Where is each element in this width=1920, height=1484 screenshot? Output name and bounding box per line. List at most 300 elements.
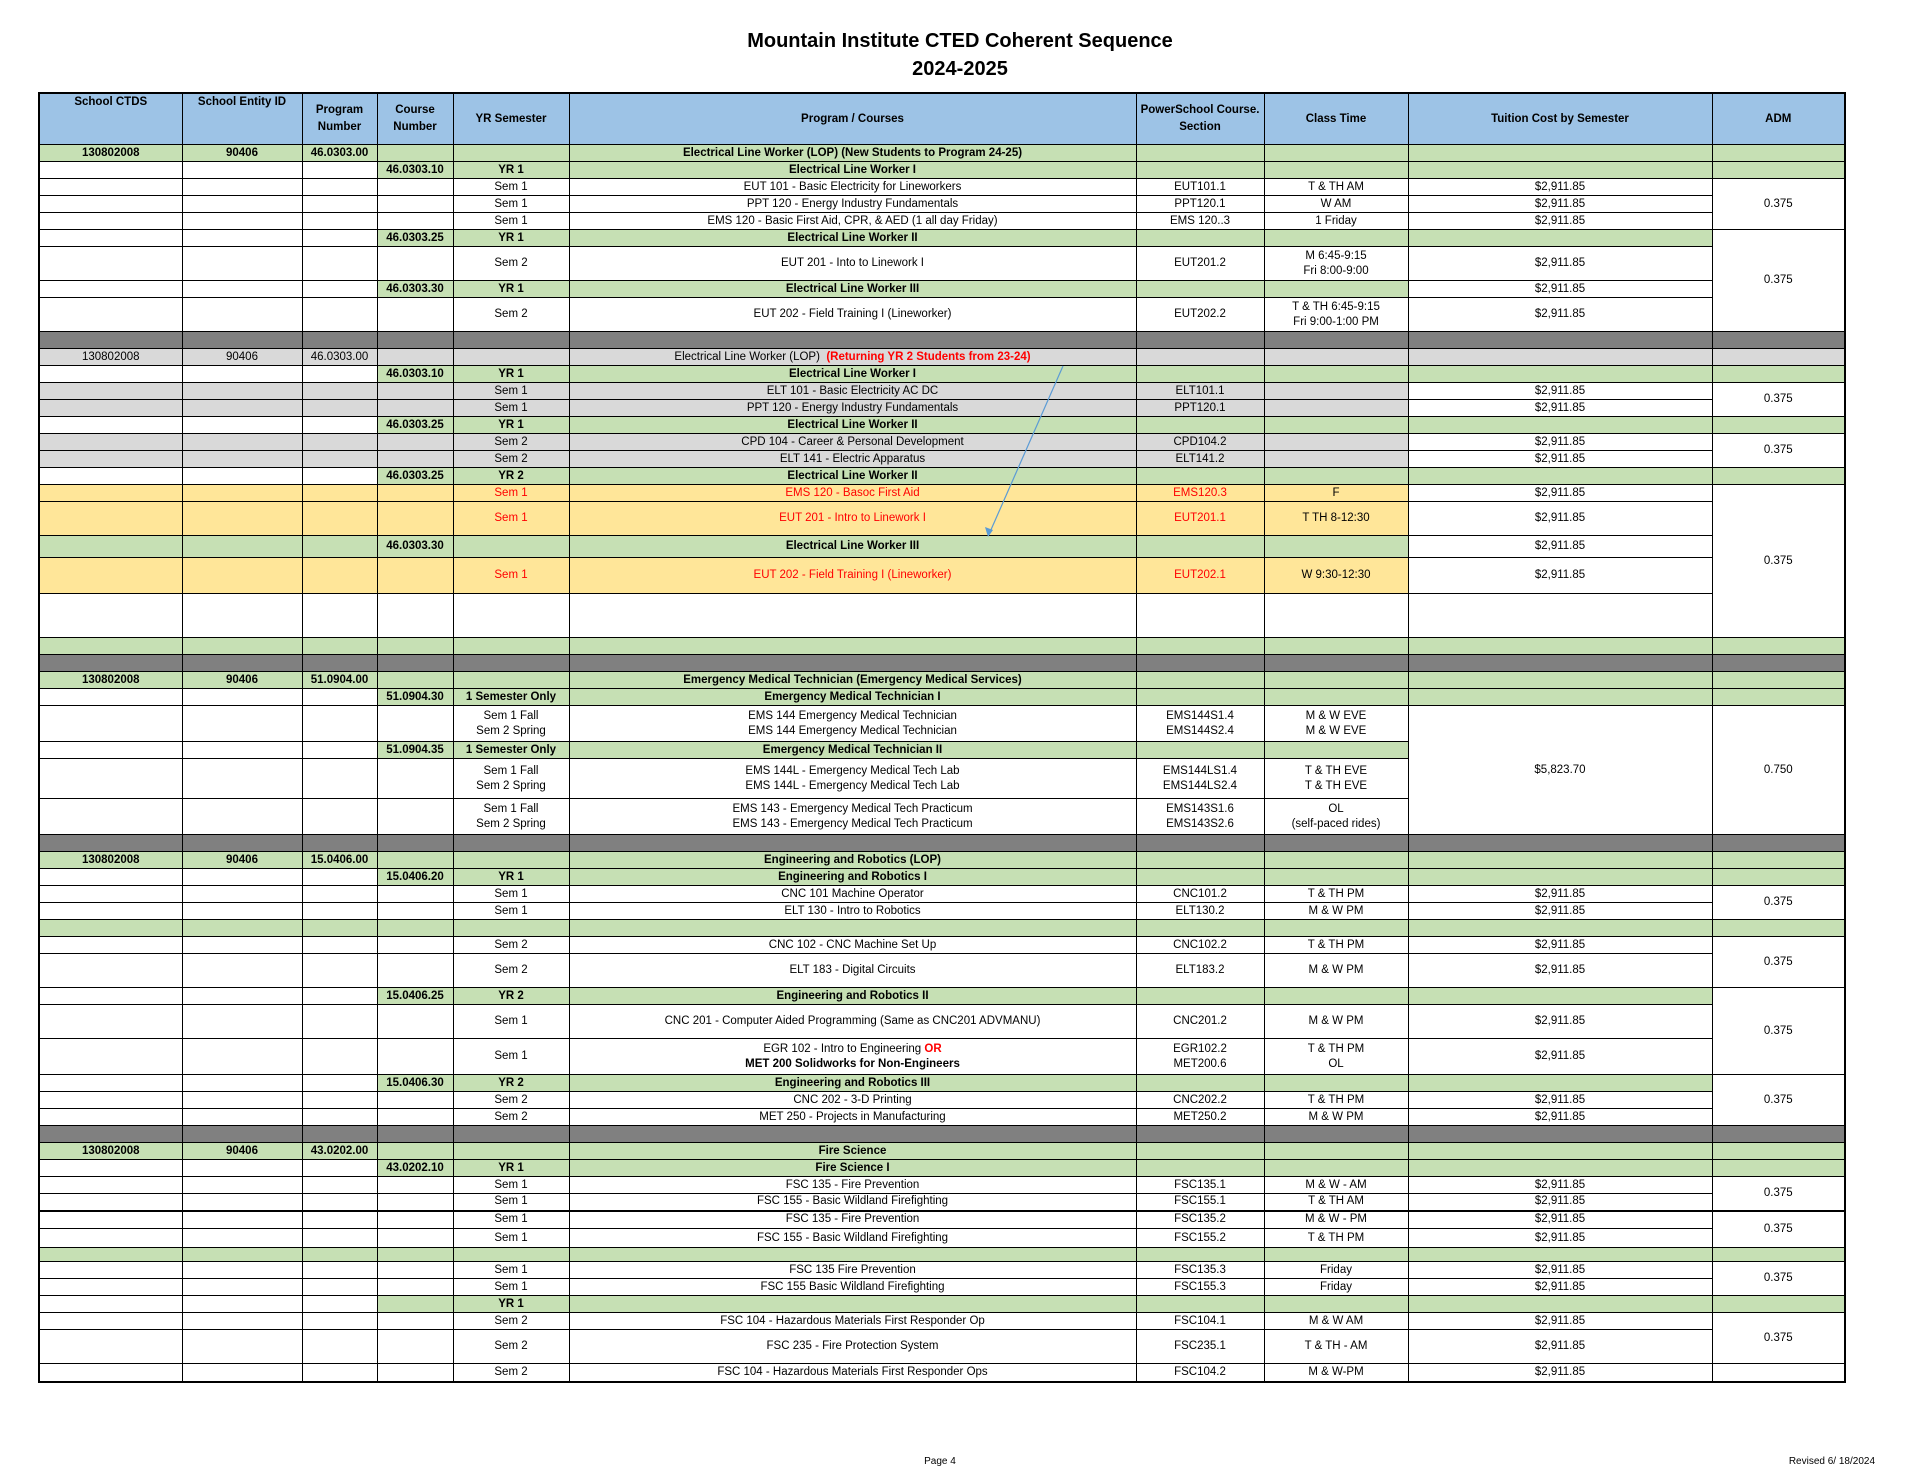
class-time: M & W PM [1264,903,1408,920]
block-title: Emergency Medical Technician I [569,689,1136,706]
course-number: 51.0904.30 [377,689,453,706]
class-time: T & TH PM [1264,886,1408,903]
course-block-row [39,988,1845,1005]
course-block-row [39,281,1845,298]
class-time: T & TH 6:45-9:15 Fri 9:00-1:00 PM [1264,298,1408,332]
program-note: (Returning YR 2 Students from 23-24) [826,350,1031,363]
adm-value: 0.375 [1712,1177,1845,1211]
semester: Sem 1 [453,400,569,417]
semester: Sem 1 [453,1211,569,1229]
powerschool-section: CPD104.2 [1136,434,1264,451]
adm-value: 0.375 [1712,179,1845,230]
header-adm: ADM [1712,93,1845,145]
block-title: Engineering and Robotics I [569,869,1136,886]
yr-semester: YR 1 [453,230,569,247]
tuition-cost: $2,911.85 [1408,434,1712,451]
block-title: Electrical Line Worker III [569,536,1136,558]
course-block-row [39,366,1845,383]
semester: Sem 2 [453,451,569,468]
block-title: Fire Science I [569,1160,1136,1177]
tuition-cost: $2,911.85 [1408,502,1712,536]
semester: Sem 2 [453,298,569,332]
yr-semester: YR 1 [453,417,569,434]
powerschool-section: ELT101.1 [1136,383,1264,400]
semester: Sem 2 [453,434,569,451]
course-title: EMS 144 Emergency Medical Technician EMS 144 Emergency Medical Technician [569,706,1136,742]
course-title: FSC 155 Basic Wildland Firefighting [569,1279,1136,1296]
table-row [39,1313,1845,1330]
table-row [39,1039,1845,1075]
powerschool-section: EUT201.1 [1136,502,1264,536]
class-time: T TH 8-12:30 [1264,502,1408,536]
semester: Sem 1 [453,1177,569,1194]
semester: Sem 2 [453,1092,569,1109]
separator-row [39,655,1845,672]
class-time: T & TH - AM [1264,1330,1408,1364]
tuition-cost: $2,911.85 [1408,1279,1712,1296]
adm-value: 0.375 [1712,1262,1845,1296]
class-time: OL (self-paced rides) [1264,799,1408,835]
course-number: 46.0303.10 [377,162,453,179]
program-number: 46.0303.00 [302,349,377,366]
powerschool-section: ELT141.2 [1136,451,1264,468]
semester: Sem 1 [453,558,569,594]
program-number: 46.0303.00 [302,145,377,162]
yr-semester: YR 2 [453,988,569,1005]
program-name: Electrical Line Worker (LOP) (Returning YR 2 Students from 23-24) [569,349,1136,366]
blank-row [39,920,1845,937]
table-row [39,1177,1845,1194]
course-block-row [39,162,1845,179]
semester: Sem 2 [453,1313,569,1330]
course-title: EUT 202 - Field Training I (Lineworker) [569,558,1136,594]
tuition-cost: $2,911.85 [1408,1262,1712,1279]
powerschool-section: PPT120.1 [1136,400,1264,417]
course-title: EUT 201 - Intro to Linework I [569,502,1136,536]
course-title: FSC 135 Fire Prevention [569,1262,1136,1279]
course-title: CPD 104 - Career & Personal Development [569,434,1136,451]
yr-semester: YR 1 [453,1160,569,1177]
class-time: M & W EVE M & W EVE [1264,706,1408,742]
revised-date: Revised 6/ 18/2024 [1788,1456,1875,1467]
adm-value: 0.375 [1712,886,1845,920]
tuition-cost: $2,911.85 [1408,1211,1712,1229]
tuition-cost: $2,911.85 [1408,485,1712,502]
table-row [39,400,1845,417]
tuition-cost: $2,911.85 [1408,196,1712,213]
separator-row [39,1126,1845,1143]
powerschool-section: CNC201.2 [1136,1005,1264,1039]
table-row [39,434,1845,451]
yr-semester: 1 Semester Only [453,689,569,706]
yr-semester: 1 Semester Only [453,742,569,759]
school-entity-id: 90406 [182,672,302,689]
course-title: FSC 235 - Fire Protection System [569,1330,1136,1364]
program-name: Fire Science [569,1143,1136,1160]
semester: Sem 1 Fall Sem 2 Spring [453,759,569,799]
course-block-row [39,468,1845,485]
table-row [39,1092,1845,1109]
table-row [39,937,1845,954]
adm-value: 0.375 [1712,230,1845,332]
powerschool-section: EUT202.1 [1136,558,1264,594]
powerschool-section: FSC155.3 [1136,1279,1264,1296]
tuition-cost: $2,911.85 [1408,558,1712,594]
powerschool-section: EMS144LS1.4 EMS144LS2.4 [1136,759,1264,799]
powerschool-section: FSC104.1 [1136,1313,1264,1330]
semester: Sem 2 [453,937,569,954]
table-row [39,1279,1845,1296]
tuition-cost: $2,911.85 [1408,1039,1712,1075]
course-block-row [39,689,1845,706]
tuition-cost: $2,911.85 [1408,1092,1712,1109]
tuition-cost: $2,911.85 [1408,1330,1712,1364]
powerschool-section: EUT202.2 [1136,298,1264,332]
semester: Sem 1 [453,485,569,502]
semester: Sem 1 [453,1194,569,1211]
adm-value: 0.375 [1712,1313,1845,1364]
tuition-cost: $2,911.85 [1408,1229,1712,1248]
program-row [39,145,1845,162]
program-name: Electrical Line Worker (LOP) (New Students to Program 24-25) [569,145,1136,162]
class-time: 1 Friday [1264,213,1408,230]
block-title: Electrical Line Worker II [569,230,1136,247]
tuition-cost: $2,911.85 [1408,1005,1712,1039]
powerschool-section: FSC135.1 [1136,1177,1264,1194]
yr-semester: YR 1 [453,366,569,383]
school-entity-id: 90406 [182,145,302,162]
powerschool-section: EMS144S1.4 EMS144S2.4 [1136,706,1264,742]
table-row [39,954,1845,988]
program-row [39,349,1845,366]
adm-value: 0.375 [1712,937,1845,988]
powerschool-section: FSC235.1 [1136,1330,1264,1364]
semester: Sem 1 [453,213,569,230]
powerschool-section: CNC102.2 [1136,937,1264,954]
tuition-cost: $2,911.85 [1408,400,1712,417]
course-title: CNC 102 - CNC Machine Set Up [569,937,1136,954]
class-time: F [1264,485,1408,502]
block-title: Engineering and Robotics II [569,988,1136,1005]
class-time: M & W AM [1264,1313,1408,1330]
course-number: 15.0406.25 [377,988,453,1005]
class-time: T & TH PM OL [1264,1039,1408,1075]
table-row [39,1005,1845,1039]
adm-value: 0.375 [1712,1211,1845,1248]
program-number: 43.0202.00 [302,1143,377,1160]
tuition-cost: $2,911.85 [1408,536,1712,558]
program-number: 15.0406.00 [302,852,377,869]
course-title: ELT 130 - Intro to Robotics [569,903,1136,920]
yr-semester: YR 1 [453,869,569,886]
tuition-cost: $2,911.85 [1408,1194,1712,1211]
course-block-row [39,1160,1845,1177]
class-time: W 9:30-12:30 [1264,558,1408,594]
blank-row [39,594,1845,638]
school-entity-id: 90406 [182,852,302,869]
class-time: Friday [1264,1279,1408,1296]
semester: Sem 2 [453,1330,569,1364]
course-number: 46.0303.25 [377,230,453,247]
table-row [39,1194,1845,1211]
table-row [39,1364,1845,1382]
adm-value: 0.375 [1712,434,1845,468]
powerschool-section: PPT120.1 [1136,196,1264,213]
table-row [39,451,1845,468]
course-number: 15.0406.20 [377,869,453,886]
table-row [39,1262,1845,1279]
school-ctds: 130802008 [39,852,182,869]
semester: Sem 1 [453,1279,569,1296]
yr-semester: YR 1 [453,281,569,298]
course-title: ELT 101 - Basic Electricity AC DC [569,383,1136,400]
header-yr-semester: YR Semester [453,93,569,145]
course-title: EMS 120 - Basoc First Aid [569,485,1136,502]
header-powerschool-section: PowerSchool Course. Section [1136,93,1264,145]
class-time: T & TH AM [1264,1194,1408,1211]
powerschool-section: EMS143S1.6 EMS143S2.6 [1136,799,1264,835]
powerschool-section: EGR102.2 MET200.6 [1136,1039,1264,1075]
powerschool-section: ELT183.2 [1136,954,1264,988]
semester: Sem 1 [453,196,569,213]
course-title: EMS 120 - Basic First Aid, CPR, & AED (1 all day Friday) [569,213,1136,230]
yr-semester: YR 2 [453,468,569,485]
semester: Sem 2 [453,247,569,281]
adm-value: 0.375 [1712,383,1845,417]
class-time: T & TH AM [1264,179,1408,196]
course-title: FSC 104 - Hazardous Materials First Responder Op [569,1313,1136,1330]
tuition-cost: $2,911.85 [1408,937,1712,954]
yr-semester: YR 1 [453,1296,569,1313]
adm-value: 0.750 [1712,706,1845,835]
table-row [39,247,1845,281]
powerschool-section: FSC135.2 [1136,1211,1264,1229]
semester: Sem 1 [453,179,569,196]
block-title: Electrical Line Worker III [569,281,1136,298]
powerschool-section: FSC155.1 [1136,1194,1264,1211]
course-title: EUT 101 - Basic Electricity for Lineworkers [569,179,1136,196]
tuition-cost: $2,911.85 [1408,298,1712,332]
header-school-ctds: School CTDS [39,93,182,145]
course-number: 46.0303.25 [377,417,453,434]
semester: Sem 1 [453,903,569,920]
course-number: 46.0303.30 [377,281,453,298]
course-title: ELT 141 - Electric Apparatus [569,451,1136,468]
class-time: M & W - AM [1264,1177,1408,1194]
course-number: 46.0303.30 [377,536,453,558]
course-block-row [39,1075,1845,1092]
semester: Sem 1 [453,1262,569,1279]
course-title: CNC 201 - Computer Aided Programming (Same as CNC201 ADVMANU) [569,1005,1136,1039]
powerschool-section: EUT101.1 [1136,179,1264,196]
powerschool-section: EMS120.3 [1136,485,1264,502]
block-title: Electrical Line Worker I [569,162,1136,179]
course-block-row [39,230,1845,247]
powerschool-section: ELT130.2 [1136,903,1264,920]
tuition-cost: $2,911.85 [1408,213,1712,230]
table-row [39,502,1845,536]
powerschool-section: MET250.2 [1136,1109,1264,1126]
course-number: 46.0303.10 [377,366,453,383]
powerschool-section: FSC104.2 [1136,1364,1264,1382]
page-title: Mountain Institute CTED Coherent Sequence [747,30,1173,52]
semester: Sem 2 [453,1364,569,1382]
table-row [39,383,1845,400]
course-title: EUT 202 - Field Training I (Lineworker) [569,298,1136,332]
table-row [39,886,1845,903]
table-row [39,1229,1845,1248]
header-course-number: Course Number [377,93,453,145]
class-time: M & W - PM [1264,1211,1408,1229]
header-tuition-cost: Tuition Cost by Semester [1408,93,1712,145]
powerschool-section: FSC135.3 [1136,1262,1264,1279]
page-number: Page 4 [924,1456,956,1467]
course-title: EGR 102 - Intro to Engineering OR MET 200 Solidworks for Non-Engineers [569,1039,1136,1075]
table-row [39,196,1845,213]
course-title: ELT 183 - Digital Circuits [569,954,1136,988]
course-number: 51.0904.35 [377,742,453,759]
table-row [39,179,1845,196]
adm-value: 0.375 [1712,988,1845,1075]
semester: Sem 1 [453,1229,569,1248]
course-title: FSC 155 - Basic Wildland Firefighting [569,1229,1136,1248]
course-number: 46.0303.25 [377,468,453,485]
course-title: FSC 135 - Fire Prevention [569,1211,1136,1229]
class-time: W AM [1264,196,1408,213]
block-title: Electrical Line Worker II [569,468,1136,485]
program-row [39,1143,1845,1160]
semester: Sem 1 [453,886,569,903]
class-time: M & W PM [1264,1005,1408,1039]
table-row [39,485,1845,502]
tuition-cost: $5,823.70 [1408,706,1712,835]
separator-row [39,332,1845,349]
course-number: 15.0406.30 [377,1075,453,1092]
tuition-cost: $2,911.85 [1408,383,1712,400]
class-time: Friday [1264,1262,1408,1279]
course-block-row [39,1296,1845,1313]
program-name: Engineering and Robotics (LOP) [569,852,1136,869]
class-time: M & W PM [1264,954,1408,988]
class-time: T & TH EVE T & TH EVE [1264,759,1408,799]
table-row [39,706,1845,742]
yr-semester: YR 1 [453,162,569,179]
course-title: PPT 120 - Energy Industry Fundamentals [569,196,1136,213]
table-row [39,558,1845,594]
block-title: Engineering and Robotics III [569,1075,1136,1092]
blank-row [39,1248,1845,1262]
school-entity-id: 90406 [182,1143,302,1160]
powerschool-section: EUT201.2 [1136,247,1264,281]
table-row [39,298,1845,332]
tuition-cost: $2,911.85 [1408,1364,1712,1382]
tuition-cost: $2,911.85 [1408,903,1712,920]
semester: Sem 2 [453,954,569,988]
semester: Sem 1 [453,1005,569,1039]
program-row [39,672,1845,689]
powerschool-section: CNC101.2 [1136,886,1264,903]
school-ctds: 130802008 [39,1143,182,1160]
block-title: Electrical Line Worker I [569,366,1136,383]
table-row [39,1330,1845,1364]
semester: Sem 1 Fall Sem 2 Spring [453,799,569,835]
header-school-entity-id: School Entity ID [182,93,302,145]
sequence-table [38,92,1846,1383]
program-number: 51.0904.00 [302,672,377,689]
header-program-number: Program Number [302,93,377,145]
tuition-cost: $2,911.85 [1408,247,1712,281]
course-title: EUT 201 - Into to Linework I [569,247,1136,281]
course-block-row [39,417,1845,434]
table-row [39,1211,1845,1229]
course-title: FSC 155 - Basic Wildland Firefighting [569,1194,1136,1211]
tuition-cost: $2,911.85 [1408,451,1712,468]
block-title: Emergency Medical Technician II [569,742,1136,759]
school-entity-id: 90406 [182,349,302,366]
tuition-cost: $2,911.85 [1408,179,1712,196]
course-title: PPT 120 - Energy Industry Fundamentals [569,400,1136,417]
school-ctds: 130802008 [39,349,182,366]
course-title: FSC 135 - Fire Prevention [569,1177,1136,1194]
class-time: T & TH PM [1264,1092,1408,1109]
semester: Sem 1 [453,1039,569,1075]
class-time: M & W-PM [1264,1364,1408,1382]
course-block-row [39,536,1845,558]
tuition-cost: $2,911.85 [1408,1177,1712,1194]
tuition-cost: $2,911.85 [1408,954,1712,988]
course-title: EMS 143 - Emergency Medical Tech Practicum EMS 143 - Emergency Medical Tech Practicum [569,799,1136,835]
course-block-row [39,869,1845,886]
table-row [39,903,1845,920]
program-row [39,852,1845,869]
semester: Sem 1 Fall Sem 2 Spring [453,706,569,742]
tuition-cost: $2,911.85 [1408,1313,1712,1330]
class-time: M & W PM [1264,1109,1408,1126]
yr-semester: YR 2 [453,1075,569,1092]
table-row [39,213,1845,230]
block-title: Electrical Line Worker II [569,417,1136,434]
semester: Sem 1 [453,383,569,400]
program-name: Emergency Medical Technician (Emergency Medical Services) [569,672,1136,689]
tuition-cost: $2,911.85 [1408,886,1712,903]
powerschool-section: FSC155.2 [1136,1229,1264,1248]
table-row [39,1109,1845,1126]
header-program-courses: Program / Courses [569,93,1136,145]
course-title: FSC 104 - Hazardous Materials First Responder Ops [569,1364,1136,1382]
header-class-time: Class Time [1264,93,1408,145]
blank-row [39,638,1845,655]
page-year: 2024-2025 [912,58,1008,80]
powerschool-section: CNC202.2 [1136,1092,1264,1109]
semester: Sem 2 [453,1109,569,1126]
semester: Sem 1 [453,502,569,536]
tuition-cost: $2,911.85 [1408,1109,1712,1126]
class-time: M 6:45-9:15 Fri 8:00-9:00 [1264,247,1408,281]
course-title: EMS 144L - Emergency Medical Tech Lab EMS 144L - Emergency Medical Tech Lab [569,759,1136,799]
course-number: 43.0202.10 [377,1160,453,1177]
tuition-cost: $2,911.85 [1408,281,1712,298]
course-title: CNC 202 - 3-D Printing [569,1092,1136,1109]
class-time: T & TH PM [1264,1229,1408,1248]
course-title: MET 250 - Projects in Manufacturing [569,1109,1136,1126]
school-ctds: 130802008 [39,672,182,689]
adm-value: 0.375 [1712,1075,1845,1126]
powerschool-section: EMS 120..3 [1136,213,1264,230]
class-time: T & TH PM [1264,937,1408,954]
course-title: CNC 101 Machine Operator [569,886,1136,903]
adm-value: 0.375 [1712,485,1845,638]
school-ctds: 130802008 [39,145,182,162]
